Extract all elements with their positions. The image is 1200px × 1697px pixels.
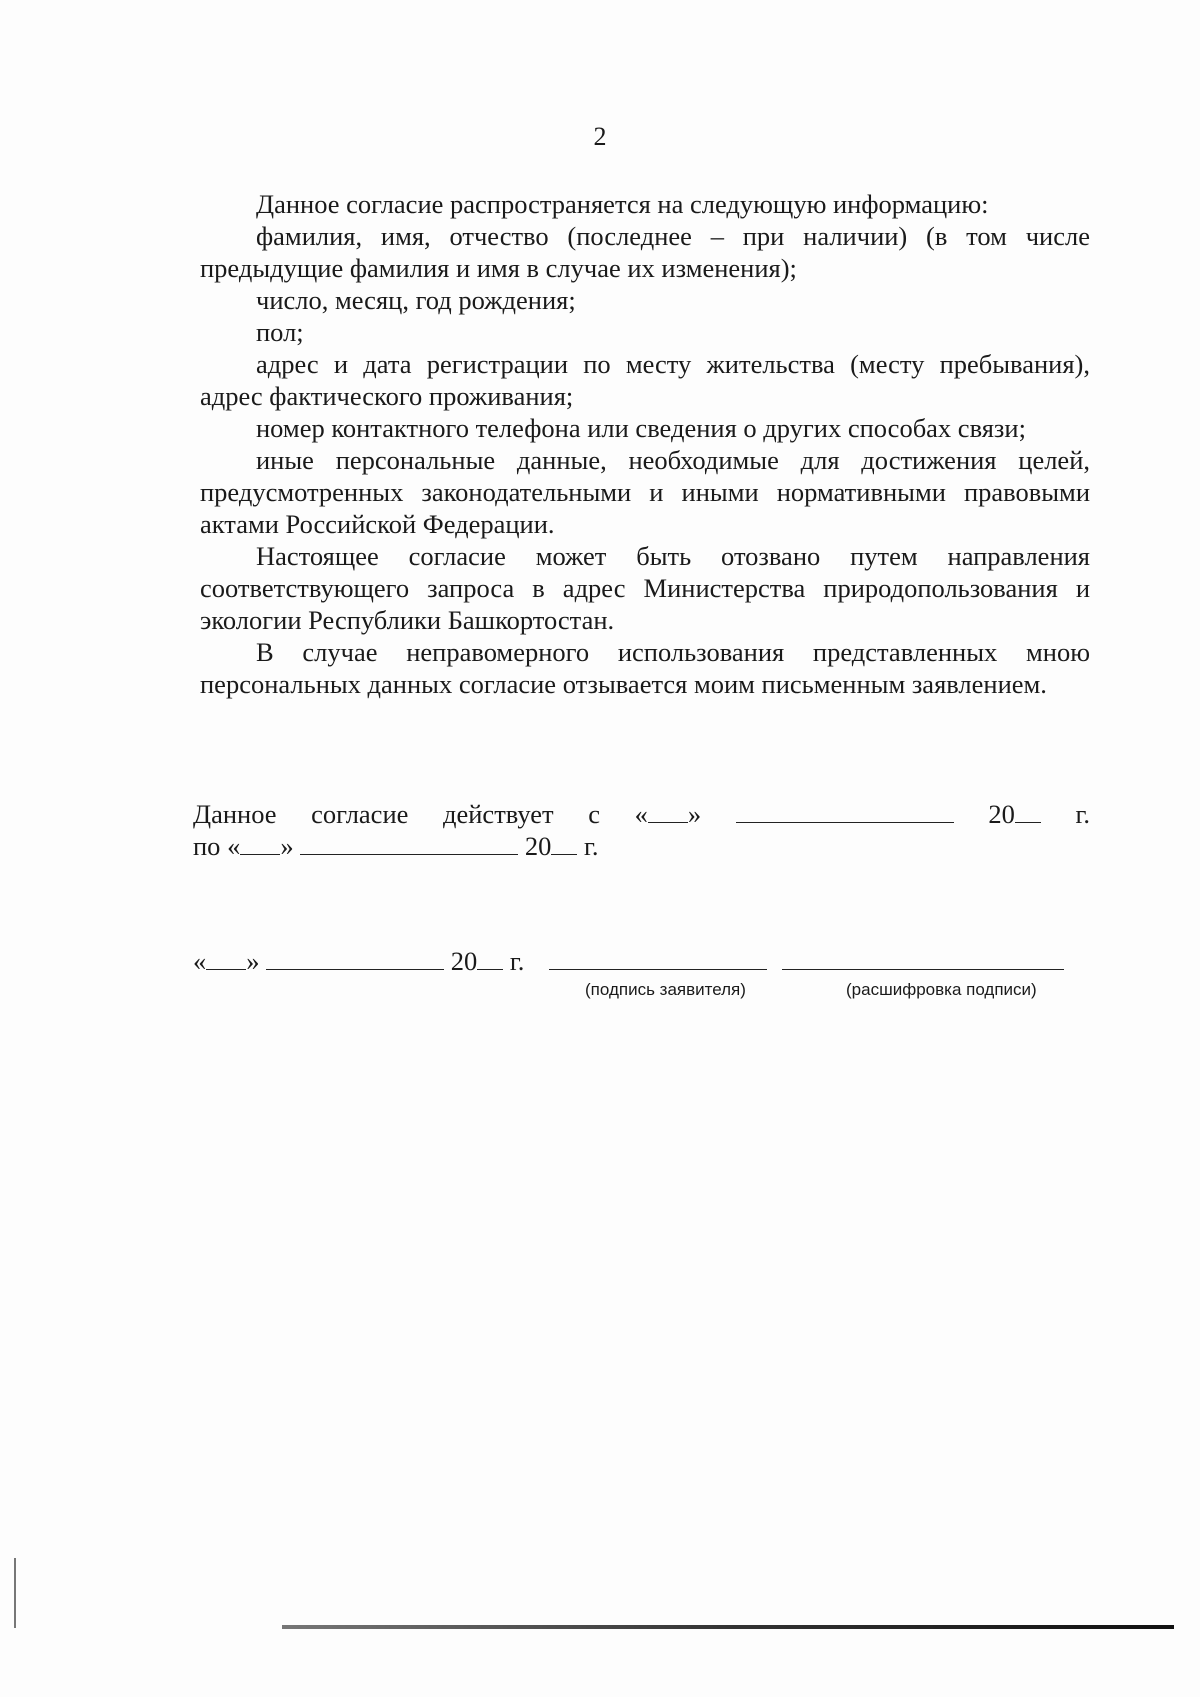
validity-to-day[interactable]: « » <box>227 831 294 861</box>
signature-month-field[interactable] <box>266 949 444 970</box>
validity-to-prefix: по <box>193 831 221 861</box>
validity-from-prefix: Данное согласие действует с <box>193 799 601 829</box>
validity-to-year[interactable]: 20 <box>525 831 578 861</box>
bottom-rule <box>282 1625 1174 1629</box>
validity-to-line <box>193 830 1090 862</box>
signature-day[interactable]: « » <box>193 946 260 976</box>
validity-from-month-field[interactable] <box>736 802 954 823</box>
validity-from-line <box>193 798 1090 830</box>
caption-signature: (подпись заявителя) <box>585 980 746 999</box>
signature-field[interactable] <box>549 949 767 970</box>
body-text <box>200 188 1090 700</box>
paragraph-contact: номер контактного телефона или сведения о других способах связи; <box>256 413 1026 443</box>
validity-to-year-suffix: г. <box>583 831 599 861</box>
paragraph-revoke: Настоящее согласие может быть отозвано путем направления соответствующего запроса в адрес Министерства природопользования и экологии Республики Башкортостан. <box>200 541 1090 635</box>
validity-from-year[interactable]: 20 <box>988 799 1041 829</box>
signature-row <box>193 946 1064 977</box>
caption-decoding: (расшифровка подписи) <box>846 980 1037 999</box>
paragraph-other-data: иные персональные данные, необходимые для достижения целей, предусмотренных законодательными и иными нормативными правовыми актами Российской Федерации. <box>200 445 1090 539</box>
paragraph-birth: число, месяц, год рождения; <box>256 285 576 315</box>
signature-year[interactable]: 20 <box>451 946 504 976</box>
signature-year-suffix: г. <box>509 946 525 976</box>
validity-from-year-suffix: г. <box>1075 799 1091 829</box>
signature-decoding-field[interactable] <box>782 949 1064 970</box>
validity-to-month-field[interactable] <box>300 834 518 855</box>
paragraph-intro: Данное согласие распространяется на следующую информацию: <box>256 189 989 219</box>
paragraph-fio: фамилия, имя, отчество (последнее – при наличии) (в том числе предыдущие фамилия и имя в случае их изменения); <box>200 221 1090 283</box>
paragraph-address: адрес и дата регистрации по месту жительства (месту пребывания), адрес фактического проживания; <box>200 349 1090 411</box>
validity-period <box>193 798 1090 862</box>
validity-from-day[interactable]: « » <box>634 799 702 829</box>
paragraph-misuse: В случае неправомерного использования представленных мною персональных данных согласие отзывается моим письменным заявлением. <box>200 637 1090 699</box>
paragraph-sex: пол; <box>256 317 304 347</box>
page-number: 2 <box>593 122 607 151</box>
scan-edge-mark <box>14 1558 16 1628</box>
